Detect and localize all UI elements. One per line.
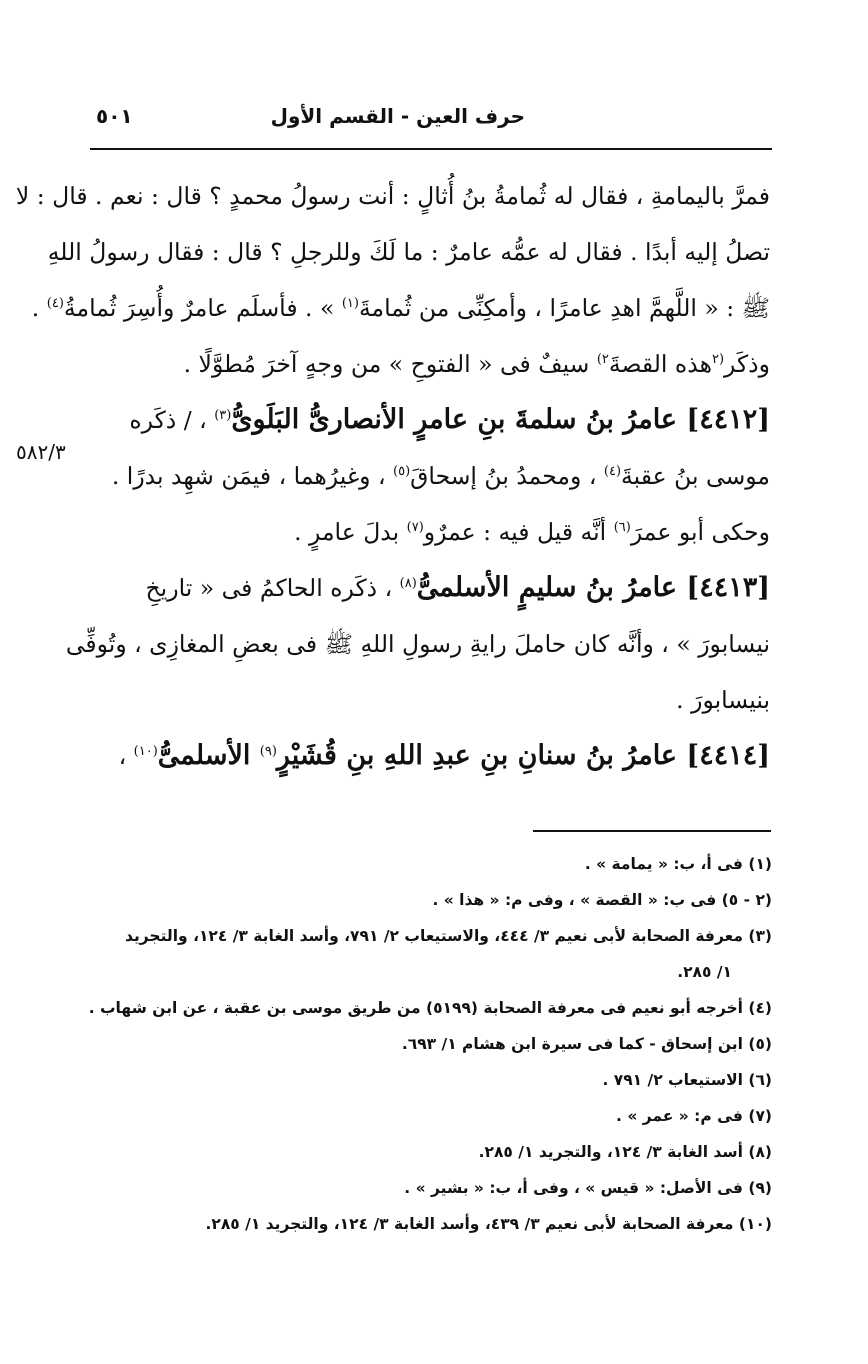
footnote-marker[interactable]: (٨) [399, 576, 417, 592]
text-span: موسى بنُ عقبةَ [621, 462, 770, 490]
footnote: (١) فى أ، ب: « يمامة » . [584, 855, 772, 873]
entry-heading: [٤٤١٢] عامرُ بنُ سلمةَ بنِ عامرٍ الأنصارىُّ البَلَوىُّ [231, 404, 770, 435]
text-span: ، وغيرُهما ، فيمَن شهِد بدرًا . [111, 462, 394, 490]
text-span: ﷺ : « اللَّهمَّ اهدِ عامرًا ، وأمكِنِّى من ثُمامةَ [358, 294, 770, 322]
footnote-continuation: ١/ ٢٨٥. [677, 963, 732, 981]
text-line [90, 448, 770, 504]
footnote-marker[interactable]: (٥) [393, 464, 411, 480]
entry-4413 [90, 560, 770, 616]
footnote-marker[interactable]: (٩) [259, 744, 277, 760]
entry-4414 [90, 728, 770, 784]
text-span: . [31, 294, 47, 322]
text-span: ، [118, 742, 134, 770]
text-span: ، / ذكَره [129, 406, 215, 434]
margin-volume-page-ref: ٥٨٢/٣ [16, 440, 66, 464]
footnote-marker[interactable]: (٦) [613, 520, 631, 536]
text-line [90, 504, 770, 560]
text-span: أنَّه قيل فيه : عمرٌو [423, 518, 614, 546]
footnote-marker[interactable]: (١) [341, 296, 359, 312]
running-header [90, 100, 770, 140]
footnote: (١٠) معرفة الصحابة لأبى نعيم ٣/ ٤٣٩، وأسد الغابة ٣/ ١٢٤، والتجريد ١/ ٢٨٥. [205, 1215, 772, 1233]
text-span: هذه القصةَ [608, 350, 712, 378]
footnote-marker[interactable]: (١٠) [133, 744, 158, 760]
footnote: (٢ - ٥) فى ب: « القصة » ، وفى م: « هذا » . [432, 891, 772, 909]
footnotes [90, 846, 772, 1242]
footnote-marker[interactable]: (٧) [406, 520, 424, 536]
text-line: نيسابورَ » ، وأنَّه كان حاملَ رايةِ رسولِ اللهِ ﷺ فى بعضِ المغازِى ، وتُوفِّى [65, 630, 770, 658]
footnote-divider [533, 830, 771, 832]
text-span: ، ذكَره الحاكمُ فى « تاريخِ [145, 574, 400, 602]
text-line: بنيسابورَ . [676, 686, 770, 714]
footnote: (٧) فى م: « عمر » . [616, 1107, 772, 1125]
footnote: (٣) معرفة الصحابة لأبى نعيم ٣/ ٤٤٤، والاستيعاب ٢/ ٧٩١، وأسد الغابة ٣/ ١٢٤، والتجريد [125, 927, 772, 945]
footnote-marker[interactable]: (٤) [46, 296, 64, 312]
footnote-marker[interactable]: (٤) [603, 464, 622, 480]
footnote: (٥) ابن إسحاق - كما فى سيرة ابن هشام ١/ ٦٩٣. [401, 1035, 772, 1053]
entry-4412 [90, 392, 770, 448]
entry-heading: الأسلمىُّ [157, 740, 260, 771]
footnote: (٨) أسد الغابة ٣/ ١٢٤، والتجريد ١/ ٢٨٥. [478, 1143, 772, 1161]
text-span: وحكى أبو عمرَ [630, 518, 770, 546]
footnote: (٦) الاستيعاب ٢/ ٧٩١ . [602, 1071, 772, 1089]
header-title: حرف العين - القسم الأول [270, 104, 525, 128]
text-span: وذكَر [724, 350, 770, 378]
footnote: (٩) فى الأصل: « قيس » ، وفى أ، ب: « بشير » . [404, 1179, 772, 1197]
footnote-marker[interactable]: (٢ [711, 352, 725, 368]
entry-heading: [٤٤١٤] عامرُ بنُ سنانِ بنِ عبدِ اللهِ بنِ قُشَيْرٍ [276, 740, 770, 771]
text-line: فمرَّ باليمامةِ ، فقال له ثُمامةُ بنُ أُثالٍ : أنت رسولُ محمدٍ ؟ قال : نعم . قال : لا [15, 182, 770, 210]
header-divider [90, 148, 772, 150]
text-span: سيفٌ فى « الفتوحِ » من وجهٍ آخرَ مُطوَّلًا . [183, 350, 597, 378]
text-span: ، ومحمدُ بنُ إسحاقَ [410, 462, 604, 490]
footnote: (٤) أخرجه أبو نعيم فى معرفة الصحابة (٥١٩٩) من طريق موسى بن عقبة ، عن ابن شهاب . [88, 999, 772, 1017]
text-line: تصلُ إليه أبدًا . فقال له عمُّه عامرٌ : ما لَكَ وللرجلِ ؟ قال : فقال رسولُ اللهِ [47, 238, 770, 266]
text-line [31, 280, 770, 336]
text-line [90, 336, 770, 392]
footnote-marker[interactable]: ٢) [596, 352, 609, 368]
entry-heading: [٤٤١٣] عامرُ بنُ سليمٍ الأسلمىُّ [416, 572, 770, 603]
footnote-marker[interactable]: (٣) [214, 408, 232, 424]
text-span: » . فأسلَم عامرٌ وأُسِرَ ثُمامةُ [63, 294, 342, 322]
page-number: ٥٠١ [96, 104, 133, 128]
text-span: بدلَ عامرٍ . [294, 518, 407, 546]
